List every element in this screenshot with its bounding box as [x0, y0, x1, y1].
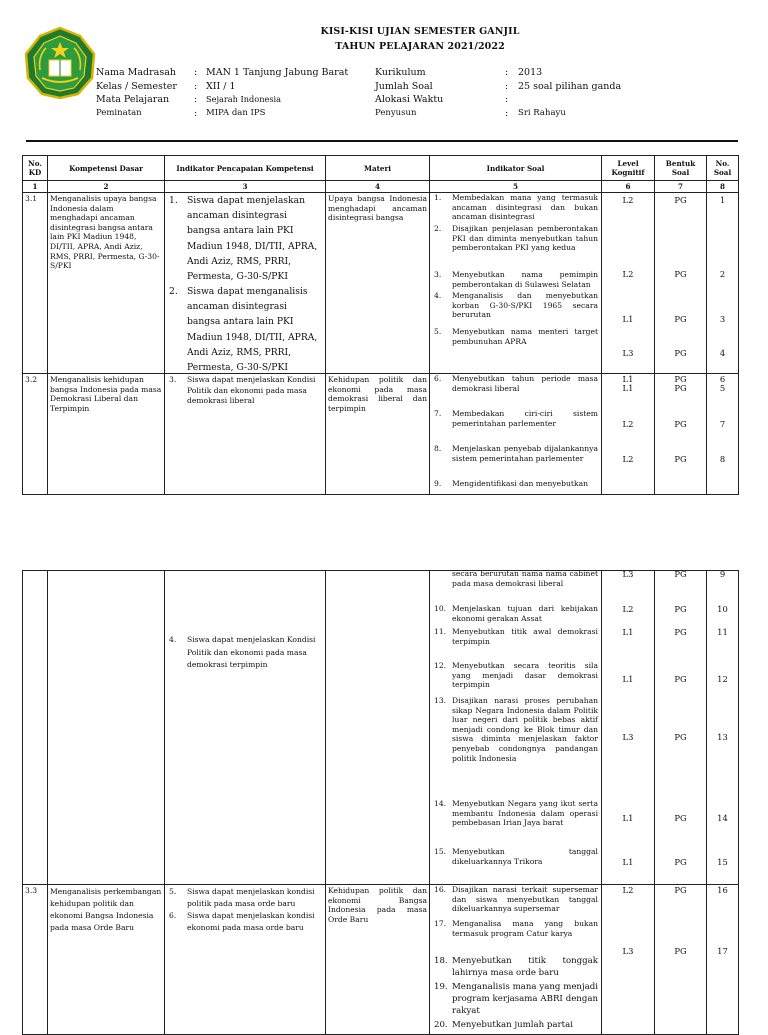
identity-label: Penyusun: [375, 107, 417, 118]
bentuk-value: PG: [674, 314, 687, 324]
item-text: Membedakan mana yang termasuk ancaman disintegrasi dan bukan ancaman disintegrasi: [452, 193, 598, 222]
item-text: Menjelaskan tujuan dari kebijakan ekonomi gerakan Assat: [452, 604, 598, 623]
identity-colon: :: [194, 80, 198, 92]
ipk-item: [169, 886, 321, 910]
no-soal-cell: [707, 193, 739, 393]
kd-text: Menganalisis kehidupan bangsa Indonesia pada masa Demokrasi Liberal dan Terpimpin: [48, 374, 165, 495]
level-value: L2: [622, 419, 634, 429]
indikator-soal-item: [434, 291, 598, 320]
header-materi: Materi: [326, 156, 430, 181]
identity-row: [96, 80, 366, 94]
materi-text: Kehidupan politik dan ekonomi Bangsa Indonesia pada masa Orde Baru: [326, 885, 430, 1035]
col-number: 2: [48, 181, 165, 193]
level-cell: [602, 374, 655, 495]
bentuk-value: PG: [674, 674, 687, 684]
item-number: 19.: [434, 982, 448, 992]
no-soal-value: 5: [719, 383, 726, 393]
item-text: Menyebutkan Negara yang ikut serta membantu Indonesia dalam operasi pembebasan Irian Jaya barat: [452, 799, 598, 828]
ipk-text: Siswa dapat menjelaskan ancaman disintegrasi bangsa antara lain PKI Madiun 1948, DI/TII, APRA, Andi Aziz, RMS, PRRI, Permesta, G-30-S/PKI: [187, 195, 318, 283]
header-bentuk-soal: Bentuk Soal: [655, 156, 707, 181]
item-number: 2.: [434, 224, 442, 233]
document-subtitle: TAHUN PELAJARAN 2021/2022: [335, 41, 505, 52]
identity-value: 25 soal pilihan ganda: [518, 80, 622, 92]
no-soal-value: 7: [719, 419, 726, 429]
no-soal-value: 6: [719, 374, 726, 384]
identity-label: Mata Pelajaran: [96, 94, 170, 105]
bentuk-cell: [655, 193, 707, 393]
bentuk-value: PG: [674, 627, 687, 637]
kd-number: 3.2: [23, 374, 48, 495]
ipk-item: [169, 910, 321, 934]
no-soal-value: 11: [717, 627, 728, 637]
ipk-number: 3.: [169, 375, 177, 384]
no-soal-value: 4: [719, 348, 726, 358]
item-number: 12.: [434, 661, 447, 670]
table-row-kd-3-3: [23, 885, 739, 1035]
item-number: 10.: [434, 604, 447, 613]
ipk-cell: [165, 571, 326, 885]
ipk-text: Siswa dapat menjelaskan Kondisi Politik dan ekonomi pada masa demokrasi liberal: [187, 375, 316, 405]
item-number: 7.: [434, 409, 442, 418]
indikator-soal-item: [434, 799, 598, 828]
no-soal-value: 9: [719, 569, 726, 579]
ipk-item: [169, 634, 321, 672]
ipk-item: [169, 284, 321, 375]
bentuk-cell: [655, 885, 707, 1035]
indikator-soal-item: [434, 374, 598, 393]
item-text: Menyebutkan tahun periode masa demokrasi liberal: [452, 374, 598, 393]
level-value: L1: [622, 383, 634, 393]
identity-value: Sri Rahayu: [518, 107, 566, 118]
identity-colon: :: [505, 94, 509, 105]
kd-number-empty: [23, 571, 48, 885]
kd-number: 3.1: [23, 193, 48, 374]
item-number: 20.: [434, 1020, 448, 1030]
col-number: 6: [602, 181, 655, 193]
item-text: Menganalisis mana yang menjadi program kerjasama ABRI dengan rakyat: [452, 982, 598, 1016]
identity-row: [375, 107, 655, 121]
bentuk-value: PG: [674, 813, 687, 823]
ipk-item: [169, 375, 321, 407]
item-number: 17.: [434, 919, 447, 928]
indikator-soal-cell: [430, 374, 602, 495]
item-text: Disajikan narasi proses perubahan sikap Negara Indonesia dalam Politik luar negeri dari politik bebas aktif menjadi condong ke Blok timur dan siswa diminta menjelaskan faktor penyebab condongnya pandangan politik Indonesia: [452, 696, 598, 763]
item-number: 13.: [434, 696, 447, 705]
item-text: Membedakan ciri-ciri sistem pemerintahan parlementer: [452, 409, 598, 428]
item-number: 1.: [434, 193, 442, 202]
identity-value: MIPA dan IPS: [206, 107, 266, 118]
indikator-soal-item: [434, 444, 598, 463]
indikator-soal-item: [434, 981, 598, 1017]
indikator-soal-item: [434, 224, 598, 253]
materi-text: Kehidupan politik dan ekonomi pada masa demokrasi liberal dan terpimpin: [326, 374, 430, 495]
ipk-number: 2.: [169, 286, 178, 297]
level-value: L3: [622, 946, 634, 956]
identity-label: Kelas / Semester: [96, 80, 177, 92]
level-value: L1: [622, 674, 634, 684]
ipk-number: 6.: [169, 911, 177, 920]
indikator-soal-item: [434, 627, 598, 646]
indikator-soal-item: [434, 569, 598, 588]
no-soal-value: 13: [717, 732, 728, 742]
no-soal-cell: [707, 885, 739, 1035]
bentuk-value: PG: [674, 885, 687, 895]
level-value: L2: [622, 454, 634, 464]
level-value: L3: [622, 569, 634, 579]
level-cell: [602, 571, 655, 885]
no-soal-value: 8: [719, 454, 726, 464]
level-value: L1: [622, 627, 634, 637]
item-text: Menganalisis dan menyebutkan korban G-30-S/PKI 1965 secara berurutan: [452, 291, 598, 320]
item-text: Disajikan penjelasan pemberontakan PKI dan diminta menyebutkan tahun pemberontakan PKI yang kedua: [452, 224, 598, 253]
ipk-cell: [165, 193, 326, 374]
item-text: Menyebutkan secara teoritis sila yang menjadi dasar demokrasi terpimpin: [452, 661, 598, 690]
item-number: 16.: [434, 885, 447, 894]
item-number: 3.: [434, 270, 442, 279]
no-soal-value: 2: [719, 269, 726, 279]
indikator-soal-item: [434, 479, 598, 489]
item-text: Menyebutkan nama menteri target pembunuhan APRA: [452, 327, 598, 346]
header-indikator-soal: Indikator Soal: [430, 156, 602, 181]
identity-row: [375, 80, 655, 94]
header-no-soal: No. Soal: [707, 156, 739, 181]
indikator-soal-item: [434, 885, 598, 914]
table-row-kd-3-2-continued: [23, 571, 739, 885]
item-number: 6.: [434, 374, 442, 383]
ipk-number: 1.: [169, 195, 178, 206]
indikator-soal-item: [434, 1019, 598, 1031]
identity-colon: :: [505, 80, 509, 92]
indikator-soal-item: [434, 919, 598, 938]
item-text: Menjelaskan penyebab dijalankannya sistem pemerintahan parlementer: [452, 444, 598, 463]
level-value: L2: [622, 269, 634, 279]
indikator-soal-item: [434, 661, 598, 690]
bentuk-cell: [655, 571, 707, 885]
col-number: 8: [707, 181, 739, 193]
identity-colon: :: [194, 67, 198, 78]
level-value: L2: [622, 885, 634, 895]
indikator-soal-cell: [430, 193, 602, 374]
bentuk-value: PG: [674, 195, 687, 205]
header-no-kd: No. KD: [23, 156, 48, 181]
no-soal-value: 16: [717, 885, 728, 895]
ipk-number: 4.: [169, 635, 177, 644]
level-value: L2: [622, 604, 634, 614]
bentuk-value: PG: [674, 604, 687, 614]
ipk-text: Siswa dapat menjelaskan Kondisi Politik dan ekonomi pada masa demokrasi terpimpin: [187, 635, 316, 669]
kd-text-empty: [48, 571, 165, 885]
item-number: 11.: [434, 627, 447, 636]
header-level-kognitif: Level Kognitif: [602, 156, 655, 181]
identity-colon: :: [505, 107, 509, 119]
bentuk-value: PG: [674, 374, 687, 384]
no-soal-value: 3: [719, 314, 726, 324]
no-soal-value: 10: [717, 604, 728, 614]
materi-text: Upaya bangsa Indonesia menghadapi ancaman disintegrasi bangsa: [326, 193, 430, 374]
materi-empty: [326, 571, 430, 885]
level-value: L1: [622, 813, 634, 823]
kd-text: Menganalisis perkembangan kehidupan politik dan ekonomi Bangsa Indonesia pada masa Orde Baru: [48, 885, 165, 1035]
item-text: Menyebutkan nama pemimpin pemberontakan di Sulawesi Selatan: [452, 270, 598, 289]
level-value: L3: [622, 348, 634, 358]
no-soal-value: 14: [717, 813, 728, 823]
column-number-row: [23, 181, 739, 193]
level-cell: [602, 193, 655, 393]
indikator-soal-item: [434, 193, 598, 222]
bentuk-value: PG: [674, 419, 687, 429]
level-value: L3: [622, 732, 634, 742]
bentuk-cell: [655, 374, 707, 495]
item-text: Menyebutkan jumlah partai: [452, 1020, 573, 1030]
document-title: KISI-KISI UJIAN SEMESTER GANJIL: [320, 26, 520, 37]
identity-colon: :: [194, 107, 198, 119]
col-number: 1: [23, 181, 48, 193]
item-number: 14.: [434, 799, 447, 808]
indikator-soal-item: [434, 327, 598, 346]
header-kompetensi-dasar: Kompetensi Dasar: [48, 156, 165, 181]
col-number: 4: [326, 181, 430, 193]
identity-label: Peminatan: [96, 107, 142, 118]
indikator-soal-cell: [430, 571, 602, 885]
indikator-soal-item: [434, 847, 598, 866]
kd-number: 3.3: [23, 885, 48, 1035]
no-soal-value: 15: [717, 857, 728, 867]
identity-label: Jumlah Soal: [375, 80, 433, 92]
bentuk-value: PG: [674, 732, 687, 742]
kisi-table-page1: [22, 155, 739, 495]
identity-right: [375, 66, 655, 120]
no-soal-cell: [707, 374, 739, 495]
identity-value: Sejarah Indonesia: [206, 94, 282, 104]
identity-label: Kurikulum: [375, 67, 426, 78]
identity-label: Alokasi Waktu: [375, 94, 444, 105]
bentuk-value: PG: [674, 383, 687, 393]
indikator-soal-item: [434, 696, 598, 763]
identity-value: 2013: [518, 67, 543, 78]
table-row-kd-3-2: [23, 374, 739, 495]
col-number: 5: [430, 181, 602, 193]
item-text: Menyebutkan titik tonggak lahirnya masa orde baru: [452, 956, 598, 978]
header-divider: [26, 140, 738, 142]
level-value: L2: [622, 195, 634, 205]
no-soal-cell: [707, 571, 739, 885]
ipk-cell: [165, 885, 326, 1035]
header-indikator-pencapaian: Indikator Pencapaian Kompetensi: [165, 156, 326, 181]
identity-left: [96, 66, 366, 120]
no-soal-value: 12: [717, 674, 728, 684]
item-number: 8.: [434, 444, 442, 453]
item-number: 5.: [434, 327, 442, 336]
ipk-text: Siswa dapat menjelaskan kondisi ekonomi pada masa orde baru: [187, 911, 315, 932]
indikator-soal-item: [434, 409, 598, 428]
item-text: Menyebutkan titik awal demokrasi terpimpin: [452, 627, 598, 646]
kd-text: Menganalisis upaya bangsa Indonesia dalam menghadapi ancaman disintegrasi bangsa antara lain PKI Madiun 1948, DI/TII, APRA, Andi Aziz, RMS, PRRI, Permesta, G-30-S/PKI: [48, 193, 165, 374]
level-value: L1: [622, 374, 634, 384]
identity-row: [96, 93, 366, 107]
item-number: 15.: [434, 847, 447, 856]
level-value: L1: [622, 314, 634, 324]
item-number: 18.: [434, 956, 448, 966]
item-number: 9.: [434, 479, 442, 488]
item-text: Menyebutkan tanggal dikeluarkannya Trikora: [452, 847, 598, 866]
identity-colon: :: [194, 94, 198, 105]
col-number: 7: [655, 181, 707, 193]
identity-colon: :: [505, 67, 509, 78]
item-text: Mengidentifikasi dan menyebutkan: [452, 479, 588, 488]
item-text: Menganalisa mana yang bukan termasuk program Catur karya: [452, 919, 598, 938]
col-number: 3: [165, 181, 326, 193]
item-number: 4.: [434, 291, 442, 300]
table-header-row: [23, 156, 739, 181]
indikator-soal-cell: [430, 885, 602, 1035]
identity-label: Nama Madrasah: [96, 67, 177, 78]
ipk-text: Siswa dapat menjelaskan kondisi politik pada masa orde baru: [187, 887, 315, 908]
kemenag-logo: [22, 26, 98, 100]
ipk-item: [169, 193, 321, 284]
identity-value: MAN 1 Tanjung Jabung Barat: [206, 67, 349, 78]
item-text: Disajikan narasi terkait supersemar dan siswa menyebutkan tanggal dikeluarkannya supersemar: [452, 885, 598, 914]
bentuk-value: PG: [674, 348, 687, 358]
level-cell: [602, 885, 655, 1035]
ipk-number: 5.: [169, 887, 177, 896]
bentuk-value: PG: [674, 857, 687, 867]
bentuk-value: PG: [674, 946, 687, 956]
identity-row: [375, 93, 655, 107]
table-row-kd-3-1: [23, 193, 739, 374]
bentuk-value: PG: [674, 454, 687, 464]
identity-row: [96, 66, 366, 80]
bentuk-value: PG: [674, 269, 687, 279]
no-soal-value: 1: [719, 195, 726, 205]
indikator-soal-item: [434, 270, 598, 289]
bentuk-value: PG: [674, 569, 687, 579]
identity-value: XII / 1: [206, 80, 236, 92]
level-value: L1: [622, 857, 634, 867]
kisi-table-page2: [22, 570, 739, 1035]
identity-row: [96, 107, 366, 121]
item-text: secara berurutan nama nama cabinet pada masa demokrasi liberal: [452, 569, 598, 588]
ipk-cell: [165, 374, 326, 495]
indikator-soal-item: [434, 604, 598, 623]
indikator-soal-item: [434, 955, 598, 979]
ipk-text: Siswa dapat menganalisis ancaman disintegrasi bangsa antara lain PKI Madiun 1948, DI/TII, APRA, Andi Aziz, RMS, PRRI, Permesta, G-30-S/PKI: [187, 286, 318, 374]
no-soal-value: 17: [717, 946, 728, 956]
identity-row: [375, 66, 655, 80]
